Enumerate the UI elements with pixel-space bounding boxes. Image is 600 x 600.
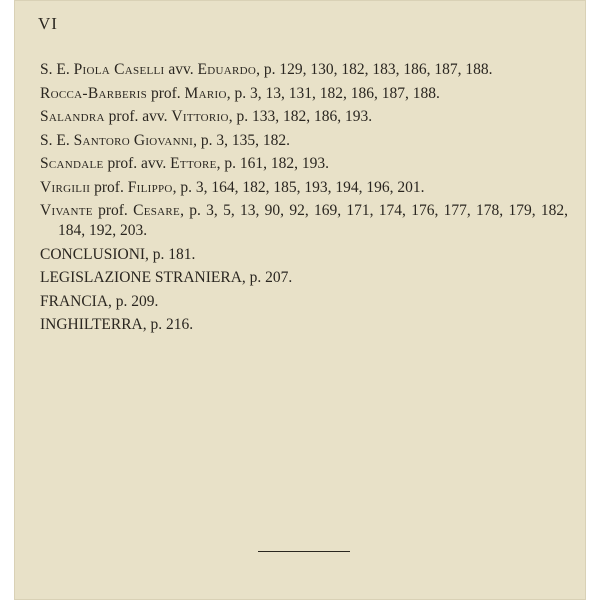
section-entry-conclusioni: CONCLUSIONI, p. 181. — [40, 245, 196, 263]
entry-given-name: Ettore — [170, 155, 217, 172]
entry-given-name: Vittorio — [171, 108, 229, 125]
entry-surname: Santoro — [73, 131, 130, 149]
section-entry-francia: FRANCIA, p. 209. — [40, 292, 159, 310]
entry-given-name: Eduardo — [197, 61, 257, 78]
entry-surname: Vivante — [40, 202, 93, 219]
entry-pages: , p. 3, 13, 131, 182, 186, 187, 188. — [226, 84, 440, 102]
index-list — [40, 60, 568, 339]
index-entry-piola-caselli: S. E. Piola Caselli avv. Eduardo, p. 129, 130, 182, 183, 186, 187, 188. — [40, 61, 493, 78]
entry-pages: , p. 129, 130, 182, 183, 186, 187, 188. — [256, 61, 493, 78]
entry-pages: , p. 3, 5, 13, 90, 92, 169, 171, 174, 176, 177, 178, 179, 182, 184, 192, 203. — [58, 202, 568, 239]
book-page — [14, 0, 586, 600]
entry-given-name: Mario — [184, 84, 227, 102]
index-entry-santoro: S. E. Santoro Giovanni, p. 3, 135, 182. — [40, 131, 290, 149]
entry-pages: , p. 3, 135, 182. — [193, 131, 290, 149]
section-entry-inghilterra: INGHILTERRA, p. 216. — [40, 316, 194, 333]
index-entry-salandra: Salandra prof. avv. Vittorio, p. 133, 182, 186, 193. — [40, 108, 373, 125]
index-entry-vivante: Vivante prof. Cesare, p. 3, 5, 13, 90, 92, 169, 171, 174, 176, 177, 178, 179, 182, 184, 192, 203. — [40, 202, 568, 239]
page-number: VI — [38, 14, 58, 33]
entry-given-name: Cesare — [133, 202, 181, 219]
end-rule — [258, 551, 350, 552]
entry-pages: , p. 133, 182, 186, 193. — [228, 108, 373, 125]
entry-surname: Salandra — [40, 108, 105, 125]
entry-given-name: Filippo — [127, 178, 173, 196]
entry-given-name: Giovanni — [133, 131, 194, 149]
index-entry-virgilii: Virgilii prof. Filippo, p. 3, 164, 182, 185, 193, 194, 196, 201. — [40, 178, 425, 196]
entry-surname: Rocca-Barberis — [40, 84, 148, 102]
entry-surname: Virgilii — [40, 178, 91, 196]
entry-surname: Piola Caselli — [73, 61, 165, 78]
entry-pages: , p. 3, 164, 182, 185, 193, 194, 196, 201. — [172, 178, 425, 196]
entry-surname: Scandale — [40, 155, 104, 172]
index-entry-rocca-barberis: Rocca-Barberis prof. Mario, p. 3, 13, 131, 182, 186, 187, 188. — [40, 84, 440, 102]
index-entry-scandale: Scandale prof. avv. Ettore, p. 161, 182, 193. — [40, 155, 330, 172]
entry-pages: , p. 161, 182, 193. — [216, 155, 330, 172]
section-entry-legislazione-straniera: LEGISLAZIONE STRANIERA, p. 207. — [40, 269, 293, 286]
